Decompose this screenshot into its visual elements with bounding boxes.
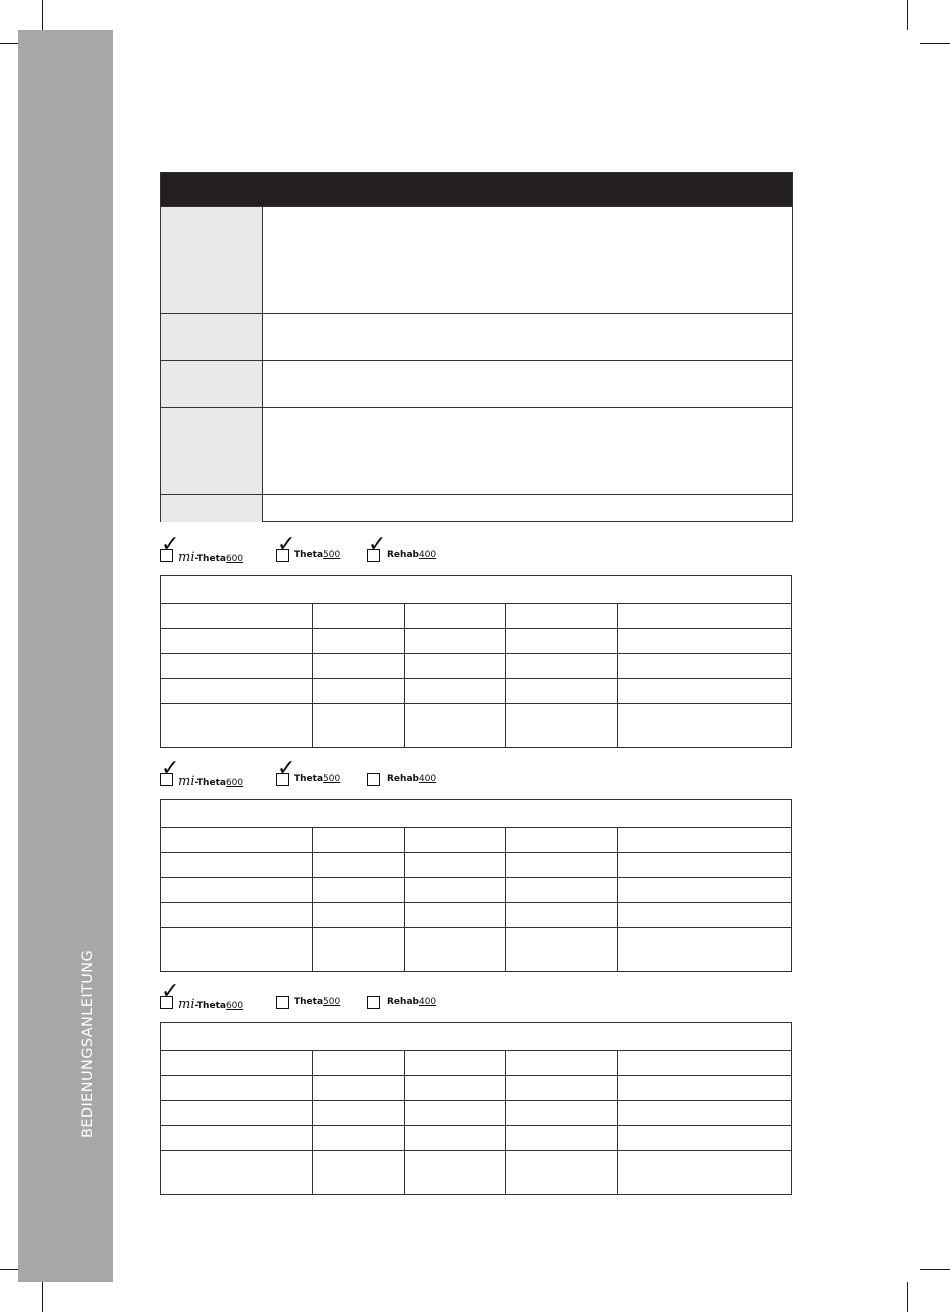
model-table xyxy=(160,799,792,972)
spec-row-label xyxy=(161,207,263,314)
model-number: 500 xyxy=(323,997,341,1007)
spec-row-label xyxy=(161,314,263,361)
model-number: 600 xyxy=(225,1001,244,1011)
table-row xyxy=(161,654,792,679)
spec-row-label xyxy=(161,361,263,408)
model-number: 400 xyxy=(418,997,437,1007)
table-row xyxy=(161,828,792,853)
model-checkbox-line xyxy=(160,756,480,790)
model-table xyxy=(160,575,792,748)
table-row xyxy=(161,1051,792,1076)
table-row xyxy=(161,928,792,972)
model-prefix: mi xyxy=(178,774,195,789)
model-number: 400 xyxy=(418,774,437,784)
model-checkbox-line xyxy=(160,532,480,566)
crop-mark xyxy=(907,1282,908,1312)
spec-row xyxy=(161,360,792,408)
checkbox[interactable] xyxy=(367,996,380,1009)
table-row xyxy=(161,878,792,903)
crop-mark xyxy=(907,0,908,30)
model-table-title-cell xyxy=(161,576,792,604)
model-number: 600 xyxy=(225,778,244,788)
table-row xyxy=(161,604,792,629)
model-name: Theta xyxy=(294,550,324,560)
spec-row-label xyxy=(161,495,263,522)
checkmark-icon: ✓ xyxy=(161,979,180,1004)
model-number: 600 xyxy=(225,554,244,564)
checkmark-icon: ✓ xyxy=(161,532,180,557)
checkmark-icon: ✓ xyxy=(277,532,296,557)
model-checkbox-line xyxy=(160,979,480,1013)
model-name: Theta xyxy=(294,997,324,1007)
spec-row xyxy=(161,407,792,495)
model-name: Rehab xyxy=(387,997,419,1007)
table-row xyxy=(161,903,792,928)
spec-table-header xyxy=(161,173,792,206)
crop-mark xyxy=(42,0,43,30)
crop-mark xyxy=(920,43,950,44)
table-row xyxy=(161,1151,792,1195)
spec-row xyxy=(161,494,792,522)
model-name: Theta xyxy=(294,774,324,784)
model-table xyxy=(160,1022,792,1195)
model-name: -Theta xyxy=(194,778,226,788)
checkbox[interactable] xyxy=(276,996,289,1009)
crop-mark xyxy=(920,1269,950,1270)
crop-mark xyxy=(42,1282,43,1312)
model-number: 400 xyxy=(418,550,437,560)
table-row xyxy=(161,704,792,748)
checkmark-icon: ✓ xyxy=(368,532,387,557)
model-name: -Theta xyxy=(194,1001,226,1011)
checkbox[interactable] xyxy=(367,773,380,786)
spec-table xyxy=(160,172,793,522)
model-table-title-cell xyxy=(161,1023,792,1051)
sidebar-band xyxy=(18,30,113,1282)
checkmark-icon: ✓ xyxy=(277,756,296,781)
sidebar-title: BEDIENUNGSANLEITUNG xyxy=(80,949,96,1138)
model-number: 500 xyxy=(323,774,341,784)
model-prefix: mi xyxy=(178,550,195,565)
model-name: Rehab xyxy=(387,550,419,560)
checkmark-icon: ✓ xyxy=(161,756,180,781)
table-row xyxy=(161,1101,792,1126)
model-table-title-cell xyxy=(161,800,792,828)
spec-row xyxy=(161,313,792,361)
table-row xyxy=(161,629,792,654)
table-row xyxy=(161,1076,792,1101)
model-name: Rehab xyxy=(387,774,419,784)
model-prefix: mi xyxy=(178,997,195,1012)
table-row xyxy=(161,679,792,704)
table-row xyxy=(161,853,792,878)
spec-row xyxy=(161,206,792,314)
table-row xyxy=(161,1126,792,1151)
spec-row-label xyxy=(161,408,263,495)
model-number: 500 xyxy=(323,550,341,560)
model-name: -Theta xyxy=(194,554,226,564)
